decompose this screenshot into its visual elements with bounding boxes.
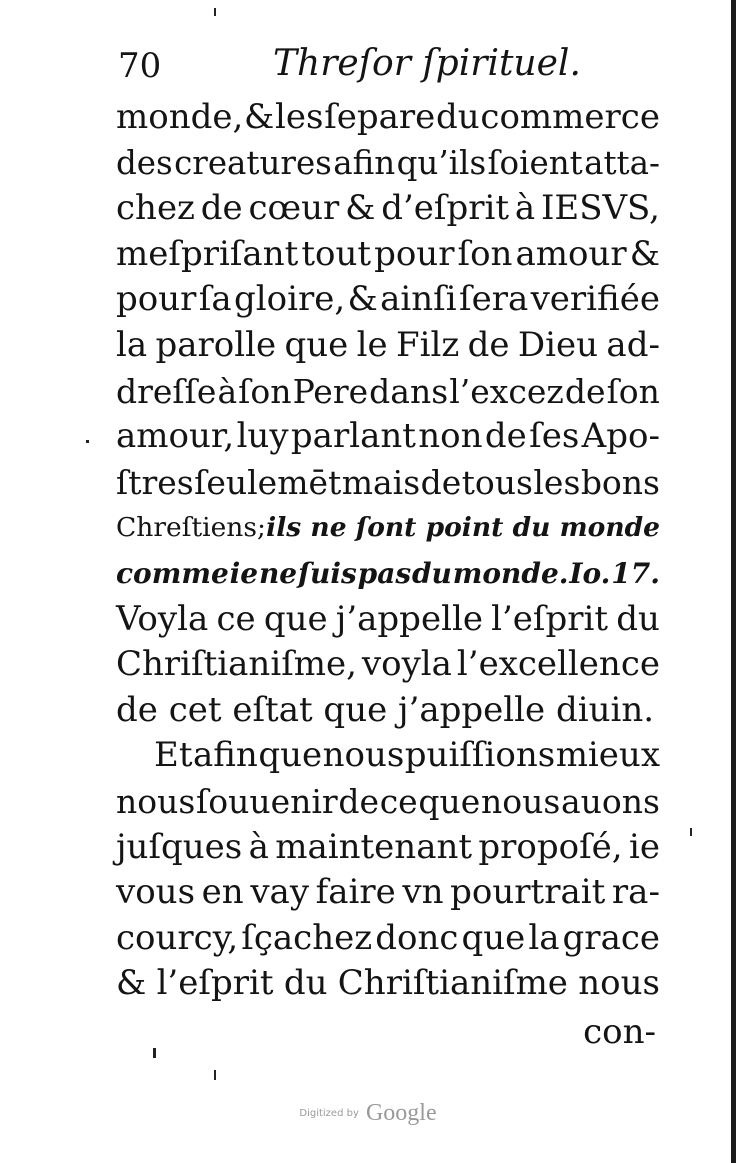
text-line: monde, & les ſepare du commerce — [116, 97, 660, 137]
text-line: juſques à maintenant propoſé, ie — [116, 826, 660, 867]
text-line: pour ſa gloire, & ainſi ſera verifiée — [116, 279, 660, 320]
ink-speck — [690, 828, 692, 836]
text-line: ſtres ſeulemēt mais de tous les bons — [116, 462, 660, 502]
text-line: des creatures afin qu’ils ſoient atta- — [116, 143, 660, 182]
text-line-mixed — [116, 505, 660, 551]
text-roman-segment: Chreſtiens; — [116, 512, 266, 544]
running-title: Threſor ſpirituel. — [273, 43, 581, 84]
page-number: 70 — [118, 46, 162, 86]
page-edge-shadow — [731, 0, 736, 1163]
italic-quotation-line: comme ie ne ſuis pas du monde. Io. 17. — [116, 556, 660, 590]
text-line: la parolle que le Filz de Dieu ad- — [116, 324, 660, 365]
ink-speck — [214, 1070, 216, 1080]
paragraph-end-line: de cet eſtat que j’appelle diuin. — [116, 689, 655, 730]
google-logo: Google — [365, 1100, 437, 1126]
text-line: Voyla ce que j’appelle l’eſprit du — [116, 598, 660, 639]
paragraph-first-line: Et afin que nous puiſſions mieux — [154, 735, 660, 776]
text-line: nous ſouuenir de ce que nous auons — [116, 781, 660, 821]
text-line: meſpriſant tout pour ſon amour & — [116, 233, 660, 274]
digitized-by-label: Digitized by — [299, 1108, 359, 1119]
catchword: con- — [583, 1012, 656, 1052]
body-text — [116, 95, 660, 1007]
text-line: courcy, ſçachez donc que la grace — [116, 917, 660, 958]
page-header — [118, 40, 658, 92]
ink-speck — [153, 1048, 156, 1058]
italic-quotation: ils ne ſont point du monde — [266, 512, 660, 544]
text-line: vous en vay faire vn pourtrait ra- — [116, 872, 660, 913]
ink-speck — [214, 8, 216, 16]
ink-speck — [86, 440, 89, 443]
text-line: amour, luy parlant non de ſes Apo- — [116, 416, 660, 457]
text-line: dreſſe à ſon Pere dans l’excez de ſon — [116, 371, 660, 411]
digitization-watermark — [0, 1100, 736, 1127]
text-line: & l’eſprit du Chriſtianiſme nous — [116, 963, 660, 1004]
text-line: Chriſtianiſme, voyla l’excellence — [116, 644, 660, 685]
text-line: chez de cœur & d’eſprit à IESVS, — [116, 188, 660, 229]
